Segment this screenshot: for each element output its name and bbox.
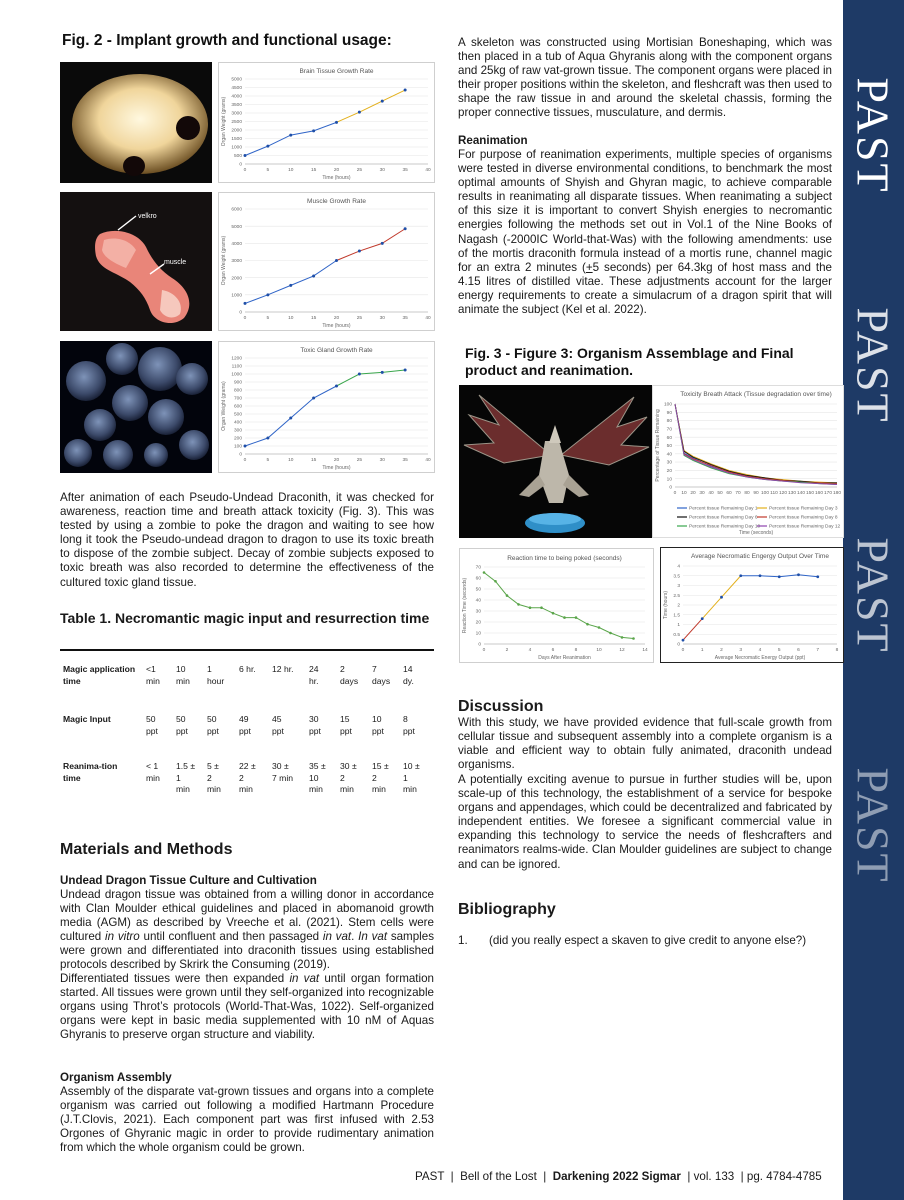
- table-cell: 15 ppt: [340, 714, 352, 736]
- x-tick-label: 4: [758, 648, 762, 653]
- muscle-label: muscle: [164, 259, 187, 266]
- data-point: [381, 371, 384, 374]
- chart-title: Brain Tissue Growth Rate: [299, 68, 374, 75]
- velkro-label: velkro: [138, 213, 157, 220]
- discussion-paragraph-1: With this study, we have provided evidence that full-scale growth from cellular tissue and subsequent assembly into a complete organism is a viable and efficient way to obtain fully animated, draconith undead organisms.: [458, 716, 832, 772]
- x-tick-label: 2: [505, 648, 509, 653]
- banner-word: PAST: [848, 76, 900, 194]
- reanimation-heading: Reanimation: [458, 134, 528, 147]
- y-tick-label: 300: [233, 428, 242, 434]
- y-tick-label: 10: [475, 631, 481, 637]
- x-tick-label: 8: [835, 648, 839, 653]
- y-tick-label: 60: [475, 576, 481, 582]
- page-footer: PAST | Bell of the Lost | Darkening 2022 Sigmar | vol. 133 | pg. 4784-4785: [415, 1170, 822, 1183]
- x-tick-label: 15: [310, 316, 317, 321]
- y-axis-label: Organ Weight (grams): [221, 381, 227, 431]
- y-tick-label: 80: [666, 419, 672, 425]
- x-axis-label: Time (seconds): [738, 530, 774, 536]
- data-point: [266, 145, 269, 148]
- series-line: [675, 404, 837, 483]
- data-point: [517, 603, 520, 606]
- y-tick-label: 1000: [231, 293, 242, 299]
- series-line: [337, 370, 406, 386]
- x-tick-label: 160: [814, 491, 824, 496]
- y-tick-label: 30: [666, 460, 672, 466]
- x-tick-label: 5: [777, 648, 781, 653]
- table-cell: 7 days: [372, 664, 391, 686]
- table-cell: 5 ± 2 min: [207, 761, 221, 794]
- y-tick-label: 0: [677, 642, 680, 648]
- muscle-growth-chart-svg: [219, 193, 434, 330]
- data-point: [358, 373, 361, 376]
- x-tick-label: 180: [832, 491, 842, 496]
- data-point: [358, 111, 361, 114]
- x-tick-label: 25: [356, 458, 363, 463]
- data-point: [778, 575, 781, 578]
- x-tick-label: 40: [425, 458, 431, 463]
- y-tick-label: 0: [239, 452, 242, 458]
- data-point: [266, 293, 269, 296]
- x-tick-label: 0: [681, 648, 685, 653]
- x-tick-label: 1: [700, 648, 704, 653]
- legend-label: Percent tissue Remaining Day 8: [769, 515, 838, 521]
- series-line: [675, 404, 837, 483]
- bibliography-item: (did you really espect a skaven to give credit to anyone else?): [489, 934, 807, 947]
- y-tick-label: 5000: [231, 77, 242, 83]
- y-tick-label: 900: [233, 380, 242, 386]
- y-tick-label: 30: [475, 609, 481, 615]
- side-banner: [843, 0, 904, 1200]
- y-tick-label: 1200: [231, 356, 242, 362]
- chart-title: Toxic Gland Growth Rate: [300, 347, 373, 354]
- bibliography-number: 1.: [458, 934, 468, 947]
- x-tick-label: 30: [699, 491, 705, 496]
- y-tick-label: 60: [666, 435, 672, 441]
- table-row-label: Magic application time: [63, 664, 136, 686]
- data-point: [404, 89, 407, 92]
- x-tick-label: 0: [243, 316, 247, 321]
- x-axis-label: Average Necromatic Energy Output (ppt): [714, 655, 806, 661]
- x-tick-label: 40: [425, 316, 431, 321]
- data-point: [244, 302, 247, 305]
- x-tick-label: 0: [243, 458, 247, 463]
- y-tick-label: 0: [669, 485, 672, 491]
- brain-growth-chart: [218, 62, 435, 183]
- data-point: [381, 242, 384, 245]
- table-cell: 50 ppt: [146, 714, 158, 736]
- series-line: [337, 90, 406, 122]
- x-tick-label: 15: [310, 168, 317, 173]
- data-point: [552, 612, 555, 615]
- x-tick-label: 8: [574, 648, 578, 653]
- discussion-paragraph-2: A potentially exciting avenue to pursue in further studies will be, upon scale-up of this technology, the establishment of a service for bespoke organs and appendages, which could be decentralized and fabricated by independent entities. We foresee a significant commercial value in expanding this technology to service the needs of fleshcrafters and reanimators realms-wide. Clan Moulder guidelines are subject to change and can be ignored.: [458, 773, 832, 871]
- brain-tissue-photo: [60, 62, 212, 183]
- x-tick-label: 150: [805, 491, 815, 496]
- y-tick-label: 600: [233, 404, 242, 410]
- muscle-growth-chart: [218, 192, 435, 331]
- chart-title: Muscle Growth Rate: [307, 198, 366, 205]
- skeleton-paragraph: A skeleton was constructed using Mortisian Boneshaping, which was then placed in a tub of Aqua Ghyranis along with the component organs and 25kg of raw vat-grown tissue. The component organs were placed in their proper positions within the skeleton, and fleshcraft was then used to shape the raw tissue in and around the skeletal chassis, forming the proper connective tissues, musculature, and dermis.: [458, 36, 832, 120]
- x-tick-label: 20: [333, 168, 340, 173]
- fig3-heading: Fig. 3 - Figure 3: Organism Assemblage and Final product and reanimation.: [465, 345, 794, 378]
- y-tick-label: 2500: [231, 120, 242, 126]
- data-point: [506, 594, 509, 597]
- x-tick-label: 50: [717, 491, 723, 496]
- x-tick-label: 30: [379, 458, 385, 463]
- y-tick-label: 5000: [231, 224, 242, 230]
- data-point: [312, 129, 315, 132]
- table-cell: 35 ± 10 min: [309, 761, 326, 794]
- x-tick-label: 140: [796, 491, 806, 496]
- x-tick-label: 35: [402, 458, 408, 463]
- series-line: [245, 261, 337, 304]
- reaction-time-chart: [459, 548, 654, 663]
- x-tick-label: 25: [356, 168, 363, 173]
- table-cell: 30 ppt: [309, 714, 321, 736]
- y-tick-label: 0: [239, 310, 242, 316]
- y-tick-label: 4000: [231, 241, 242, 247]
- table-cell: <1 min: [146, 664, 160, 686]
- legend-label: Percent tissue Remaining Day 12: [769, 524, 841, 530]
- bibliography-heading: Bibliography: [458, 901, 556, 918]
- banner-word: PAST: [848, 306, 900, 424]
- data-point: [289, 284, 292, 287]
- y-tick-label: 500: [233, 412, 242, 418]
- y-tick-label: 800: [233, 388, 242, 394]
- toxic-gland-growth-chart-svg: [219, 342, 434, 472]
- y-tick-label: 0.5: [673, 632, 680, 638]
- data-point: [381, 100, 384, 103]
- chart-title: Reaction time to being poked (seconds): [507, 555, 622, 562]
- series-line: [675, 404, 837, 485]
- dragon-model-photo: [459, 385, 652, 538]
- toxic-gland-growth-chart: [218, 341, 435, 473]
- chart-title: Toxicity Breath Attack (Tissue degradation over time): [680, 391, 832, 398]
- methods-sub-culture: Undead Dragon Tissue Culture and Cultivation: [60, 874, 317, 887]
- table-row-label: Reanima-tion time: [63, 761, 118, 783]
- x-tick-label: 5: [266, 168, 270, 173]
- x-axis-label: Days After Reanimation: [538, 655, 591, 661]
- x-tick-label: 10: [288, 458, 294, 463]
- legend-label: Percent tissue Remaining Day 1: [689, 506, 758, 512]
- x-tick-label: 60: [726, 491, 732, 496]
- y-tick-label: 0: [478, 642, 481, 648]
- data-point: [759, 574, 762, 577]
- methods-sub-assembly: Organism Assembly: [60, 1071, 172, 1084]
- data-point: [244, 154, 247, 157]
- y-tick-label: 1100: [231, 364, 242, 370]
- data-point: [312, 274, 315, 277]
- data-point: [358, 250, 361, 253]
- x-tick-label: 3: [739, 648, 743, 653]
- y-tick-label: 10: [666, 477, 672, 483]
- data-point: [739, 574, 742, 577]
- y-tick-label: 2: [677, 603, 680, 609]
- y-tick-label: 100: [233, 444, 242, 450]
- y-tick-label: 0: [239, 162, 242, 168]
- methods-heading: Materials and Methods: [60, 841, 233, 858]
- x-tick-label: 6: [797, 648, 800, 653]
- table-cell: 30 ± 7 min: [272, 761, 294, 783]
- x-axis-label: Time (hours): [322, 465, 351, 471]
- data-point: [494, 580, 497, 583]
- x-tick-label: 120: [778, 491, 788, 496]
- x-tick-label: 4: [528, 648, 532, 653]
- x-tick-label: 0: [243, 168, 247, 173]
- x-tick-label: 35: [402, 316, 408, 321]
- table-cell: 1 hour: [207, 664, 225, 686]
- fig2-paragraph: After animation of each Pseudo-Undead Draconith, it was checked for awareness, reaction time and breath attack toxicity (Fig. 3). This was tested by using a zombie to poke the dragon and waiting to see how long it took the Pseudo-undead dragon to dragon to use its toxic breath to dispose of the zombie subject. Decay of zombie subjects exposed to toxic breath was also recorded to determine the effectiveness of the cultured toxic gland tissue.: [60, 491, 434, 589]
- table-cell: 1.5 ± 1 min: [176, 761, 196, 794]
- data-point: [312, 397, 315, 400]
- series-line: [675, 404, 837, 484]
- table-cell: 50 ppt: [207, 714, 219, 736]
- data-point: [289, 417, 292, 420]
- series-line: [337, 229, 406, 261]
- x-tick-label: 90: [753, 491, 759, 496]
- data-point: [720, 596, 723, 599]
- energy-output-chart-svg: [661, 548, 843, 662]
- y-tick-label: 4: [677, 564, 680, 570]
- data-point: [540, 606, 543, 609]
- table-cell: 8 ppt: [403, 714, 415, 736]
- reanimation-paragraph: For purpose of reanimation experiments, multiple species of organisms were tested in diverse environmental conditions, to benchmark the most optimal amounts of Shyish and Ghyran magic, to achieve comparable results in reanimating all disparate tissues. When reanimating a subject of this size it is important to convert Shyish energies to necromantic energies following the methods set out in Vol.1 of the Nine Books of Nagash (-2000IC World-that-Was) with the following amendments: use of the mortis draconith formula instead of a mortis rune, channel magic for an extra 2 minutes (+5 seconds) per 64.3kg of host mass and the 4.15 litres of distilled vitae. These adjustments account for the larger energy requirements to create a simulacrum of a dragon spirit that will animate the subject (Kel et al. 2022).: [458, 148, 832, 317]
- methods-paragraph-2: Differentiated tissues were then expanded in vat until organ formation started. All tissues were grown until they self-organized into recognizable organs using Throt’s protocols (World-That-Was, 1022). Self-organized organs were kept in basic media supplemented with 10 nM of Aquas Ghyranis to preserve organ structure and viability.: [60, 972, 435, 1042]
- x-tick-label: 110: [770, 491, 778, 496]
- y-tick-label: 3000: [231, 259, 242, 265]
- discussion-heading: Discussion: [458, 698, 544, 715]
- y-axis-label: Time (hours): [663, 590, 669, 620]
- x-tick-label: 30: [379, 316, 385, 321]
- series-line: [245, 386, 337, 446]
- x-tick-label: 7: [816, 648, 820, 653]
- x-tick-label: 80: [744, 491, 750, 496]
- y-tick-label: 200: [233, 436, 242, 442]
- table-row-label: Magic Input: [63, 714, 111, 724]
- x-axis-label: Time (hours): [322, 175, 351, 181]
- y-tick-label: 4000: [231, 94, 242, 100]
- muscle-photo: [60, 192, 212, 331]
- necromantic-table: [60, 660, 434, 800]
- y-tick-label: 20: [666, 469, 672, 474]
- series-line: [675, 404, 837, 485]
- y-tick-label: 70: [475, 565, 481, 571]
- y-tick-label: 1000: [231, 145, 242, 151]
- x-tick-label: 25: [356, 316, 363, 321]
- data-point: [529, 606, 532, 609]
- data-point: [632, 637, 635, 640]
- y-axis-label: Organ Weight (grams): [221, 235, 227, 286]
- table-cell: 2 days: [340, 664, 359, 686]
- x-tick-label: 12: [619, 648, 625, 653]
- y-tick-label: 70: [666, 427, 672, 433]
- data-point: [335, 259, 338, 262]
- x-tick-label: 100: [760, 491, 770, 496]
- x-tick-label: 0: [482, 648, 486, 653]
- x-tick-label: 0: [673, 491, 677, 496]
- x-tick-label: 170: [823, 491, 833, 496]
- y-tick-label: 50: [666, 444, 672, 450]
- chart-title: Average Necromatic Engergy Output Over Time: [691, 553, 829, 560]
- table-cell: 50 ppt: [176, 714, 188, 736]
- y-tick-label: 3500: [231, 103, 242, 109]
- x-tick-label: 14: [642, 648, 648, 653]
- series-line: [484, 573, 634, 639]
- x-tick-label: 15: [310, 458, 317, 463]
- y-tick-label: 40: [475, 598, 481, 604]
- data-point: [586, 623, 589, 626]
- y-tick-label: 2.5: [673, 593, 680, 599]
- data-point: [797, 573, 800, 576]
- y-tick-label: 50: [475, 587, 481, 593]
- x-tick-label: 130: [787, 491, 797, 496]
- toxicity-breath-chart-svg: [653, 386, 843, 537]
- y-tick-label: 90: [666, 410, 672, 416]
- table-cell: 30 ± 2 min: [340, 761, 357, 794]
- reaction-time-chart-svg: [460, 549, 653, 662]
- table-cell: 14 dy.: [403, 664, 414, 686]
- legend-label: Percent tissue Remaining Day 3: [769, 506, 838, 512]
- x-tick-label: 5: [266, 316, 270, 321]
- table-cell: 49 ppt: [239, 714, 251, 736]
- x-tick-label: 10: [596, 648, 602, 653]
- series-line: [675, 404, 837, 484]
- x-tick-label: 20: [333, 458, 340, 463]
- x-tick-label: 2: [720, 648, 723, 653]
- x-tick-label: 35: [402, 168, 408, 173]
- data-point: [701, 617, 704, 620]
- x-tick-label: 40: [425, 168, 431, 173]
- y-tick-label: 2000: [231, 276, 242, 282]
- table-cell: 12 hr.: [272, 664, 294, 674]
- data-point: [682, 639, 685, 642]
- y-axis-label: Reaction Time (seconds): [462, 577, 468, 634]
- toxic-gland-photo: [60, 341, 212, 473]
- table-cell: 10 ppt: [372, 714, 384, 736]
- y-tick-label: 20: [475, 620, 481, 626]
- banner-word: PAST: [848, 536, 900, 654]
- x-tick-label: 20: [690, 491, 696, 496]
- table-cell: 15 ± 2 min: [372, 761, 389, 794]
- methods-paragraph-3: Assembly of the disparate vat-grown tissues and organs into a complete organism was carried out following a modified Hartmann Procedure (J.T.Clovis, 2021). Each component part was first infused with 2.53 Orgones of Ghyranic magic in order to provide rudimentary animation from which the whole organism could be grown.: [60, 1085, 434, 1155]
- x-tick-label: 10: [288, 168, 294, 173]
- table-cell: 45 ppt: [272, 714, 284, 736]
- data-point: [563, 616, 566, 619]
- legend-label: Percent tissue Remaining Day 6: [689, 515, 758, 521]
- toxicity-breath-chart: [652, 385, 844, 538]
- data-point: [621, 636, 624, 639]
- data-point: [575, 616, 578, 619]
- x-tick-label: 10: [288, 316, 294, 321]
- brain-growth-chart-svg: [219, 63, 434, 182]
- table-rule: [60, 649, 434, 651]
- banner-word: PAST: [848, 766, 900, 884]
- y-tick-label: 500: [233, 154, 242, 160]
- y-tick-label: 1: [677, 623, 680, 629]
- table-cell: < 1 min: [146, 761, 160, 783]
- data-point: [335, 385, 338, 388]
- y-tick-label: 4500: [231, 86, 242, 92]
- x-tick-label: 30: [379, 168, 385, 173]
- series-line: [683, 619, 702, 640]
- y-tick-label: 2000: [231, 128, 242, 134]
- x-axis-label: Time (hours): [322, 323, 351, 329]
- y-tick-label: 1500: [231, 137, 242, 143]
- data-point: [598, 626, 601, 629]
- y-tick-label: 100: [663, 402, 672, 408]
- table-cell: 10 ± 1 min: [403, 761, 420, 794]
- y-tick-label: 3.5: [673, 574, 680, 580]
- data-point: [404, 369, 407, 372]
- methods-paragraph-1: Undead dragon tissue was obtained from a willing donor in accordance with Clan Moulder ethical guidelines and placed in abomanoid growth media (AGM) as described by Vreeche et al. (2021). Stem cells were cultured in vitro until confluent and then passaged in vat. In vat samples were grown and differentiated into draconith tissues using established protocols described by Skrirk the Consuming (2019).: [60, 888, 434, 972]
- y-tick-label: 1.5: [673, 613, 680, 619]
- y-tick-label: 1000: [231, 372, 242, 378]
- y-axis-label: Organ Weight (grams): [221, 96, 227, 147]
- fig2-heading: Fig. 2 - Implant growth and functional usage:: [62, 32, 392, 49]
- x-tick-label: 5: [266, 458, 270, 463]
- x-tick-label: 20: [333, 316, 340, 321]
- table-cell: 22 ± 2 min: [239, 761, 256, 794]
- legend-label: Percent tissue Remaining Day 10: [689, 524, 761, 530]
- data-point: [244, 445, 247, 448]
- x-tick-label: 10: [681, 491, 687, 496]
- data-point: [816, 575, 819, 578]
- y-axis-label: Percentage of Tissue Remaining: [655, 409, 661, 482]
- table-cell: 24 hr.: [309, 664, 319, 686]
- data-point: [266, 437, 269, 440]
- table-title: Table 1. Necromantic magic input and resurrection time: [60, 610, 430, 626]
- y-tick-label: 6000: [231, 207, 242, 213]
- data-point: [335, 121, 338, 124]
- y-tick-label: 3000: [231, 111, 242, 117]
- data-point: [483, 571, 486, 574]
- data-point: [609, 632, 612, 635]
- x-tick-label: 6: [551, 648, 555, 653]
- data-point: [404, 227, 407, 230]
- series-line: [245, 122, 337, 155]
- x-tick-label: 70: [735, 491, 741, 496]
- y-tick-label: 400: [233, 420, 242, 426]
- table-cell: 6 hr.: [239, 664, 256, 674]
- x-tick-label: 40: [708, 491, 714, 496]
- y-tick-label: 40: [666, 452, 672, 458]
- table-cell: 10 min: [176, 664, 190, 686]
- y-tick-label: 3: [677, 584, 680, 590]
- energy-output-chart: [660, 547, 844, 663]
- y-tick-label: 700: [233, 396, 242, 402]
- data-point: [289, 134, 292, 137]
